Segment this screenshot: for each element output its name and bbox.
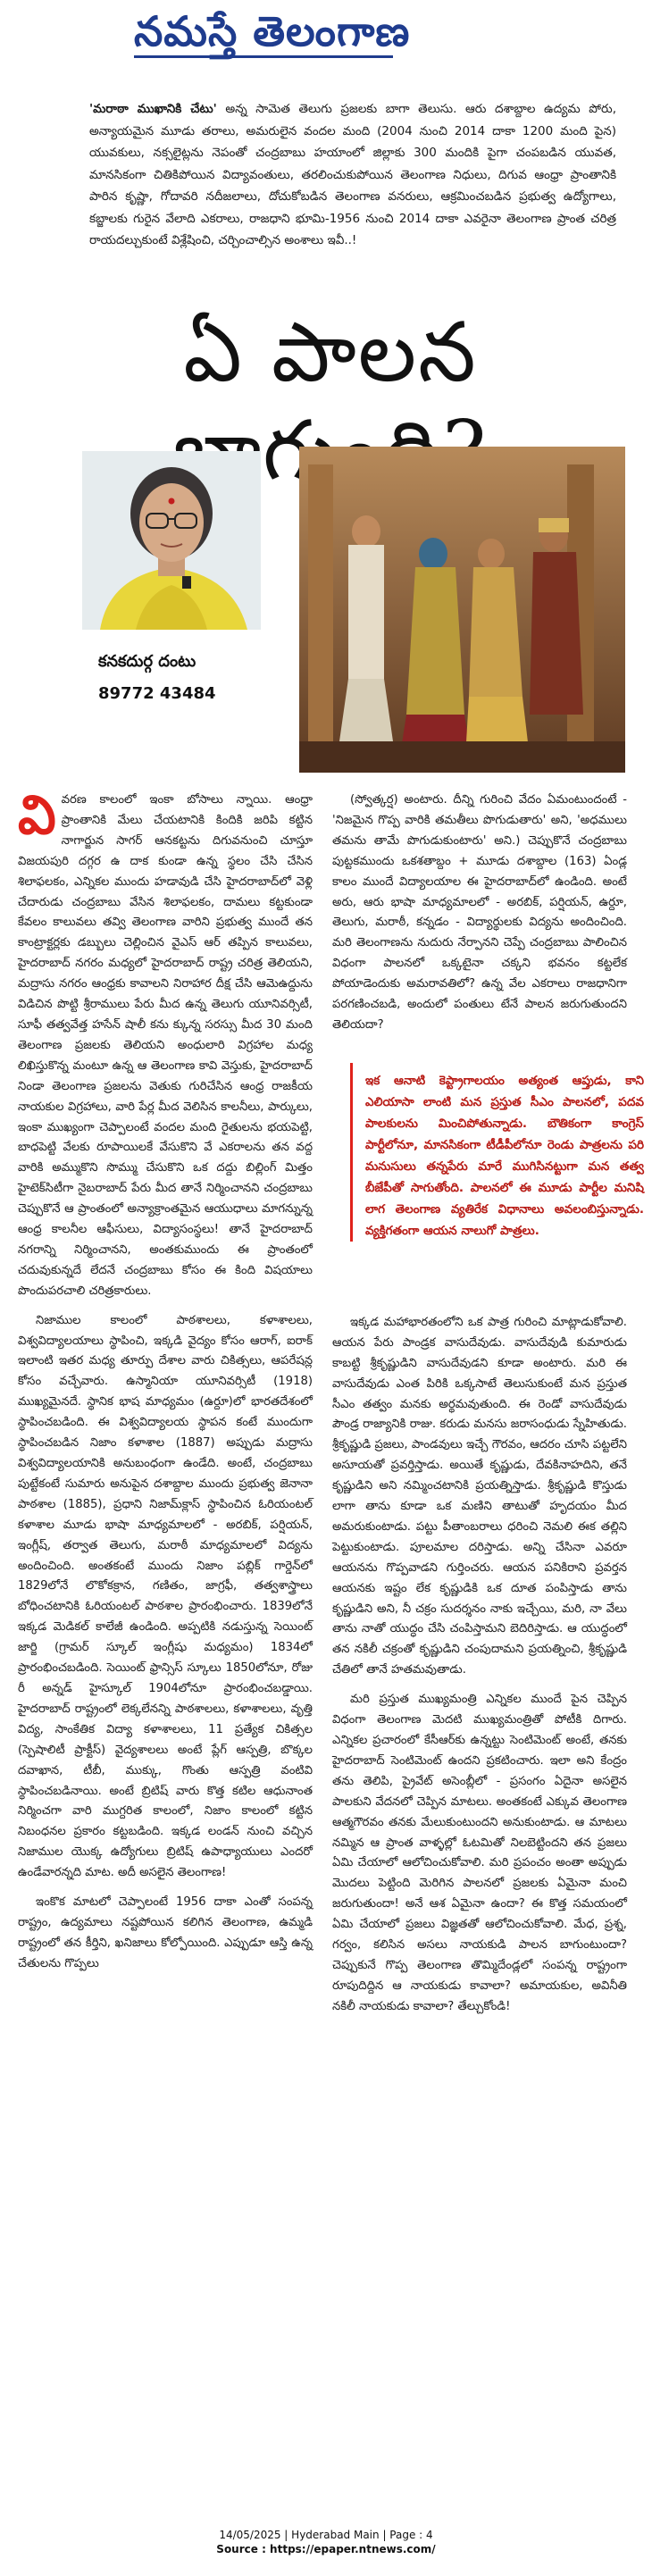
intro-text: అన్న సామెత తెలుగు ప్రజలకు బాగా తెలుసు. ఆరు దశాబ్దాల ఉద్యమ పోరు, అన్యాయమైన మూడు తరాలు, అమరులైన వందల మంది (2004 నుంచి 2014 దాకా 1200 మంది పైన) యువకులు, నక్సలైట్లను నెపంతో చంద్రబాబు హయాంలో జిల్లాకు 300 మందికి పైగా చంపబడిన యువత, మానసికంగా చితికిపోయిన విద్యావంతులు, తరలించుకుపోయిన తెలంగాణ నిధులు, దిగువ ఆంధ్రా ప్రాంతానికి పారిన కృష్ణా, గోదావరి నదీజలాలు, దోచుకోబడిన తెలంగాణ వనరులు, ఆక్రమించబడిన ప్రభుత్వ ఉద్యోగాలు, కబ్జాలకు గురైన వేలాది ఎకరాలు, రాజధాని భూమి-1956 నుంచి 2014 దాకా ఎవరైనా తెలంగాణ ప్రాంత చరిత్ర రాయదల్చుకుంటే విశ్లేషించి, చర్చించాల్సిన అంశాలు ఇవీ..! [89,102,616,247]
paragraph: ఇంకొక మాటలో చెప్పాలంటే 1956 దాకా ఎంతో సంపన్న రాష్ట్రం, ఉద్యమాలు నష్టపోయిన కలిగిన తెలంగాణ, ఉమ్మడి రాష్ట్రంలో తన కీర్తిని, ఖనిజాలు కోల్పోయింది. ఎప్పుడూ ఆస్తి ఉన్న చేతులను గొప్పలు [18,1895,313,1970]
author-name: కనకదుర్గ దంటు [98,652,196,671]
mythology-painting [299,447,625,773]
intro-paragraph [89,98,616,252]
paragraph: ఇక్కడ మహాభారతంలోని ఒక పాత్ర గురించి మాట్లాడుకోవాలి. ఆయన పేరు పాండ్రక వాసుదేవుడు. వాసుదేవుడి కుమారుడు కాబట్టి శ్రీకృష్ణుడిని వాసుదేవుడని కూడా అంటారు. మరి ఈ వాసుదేవుడు ఎంత పిరికి ఒక్కసాటే తెలుసుకుంటే మన ప్రస్తుత సీఎం తత్వం మనకు అర్థమవుతుంది. ఈ రెండో వాసుదేవుడు పౌండ్ర రాజ్యానికి రాజు. కరుడు మనసు జరాసంధుడు స్నేహితుడు. శ్రీకృష్ణుడి ప్రజలు, పాండవులు ఇచ్చే గౌరవం, ఆదరం చూసి పట్టలేని అసూయతో ప్రవర్తిస్తాడు. అయితే కృష్ణుడు, దేవకినాహదిని, తనే కృష్ణుడిని అని నమ్మించటానికి ప్రయత్నిస్తాడు. శ్రీకృష్ణుడి కొస్తుడు లాగా తాను కూడా ఒక మణిని తాటుతో హృదయం మీద అమరుకుంటాడు. పట్టు పీతాంబరాలు ధరించి నెమలి ఈక తల్లిని పెట్టుకుంటాడు. పూలమాల దరిస్తాడు. అన్ని చేసినా ఎవరూ ఆయనను గొప్పవాడని గుర్తించరు. ఆయన పనికిరాని ప్రవర్తన ఆయనకు ఇష్టం లేక కృష్ణుడికి ఒక దూత పంపిస్తాడు తాను కృష్ణుడిని అని, నీ చక్రం సుదర్శనం నాకు ఇచ్చేయి, మరి, నా వేలు తాను నాతో యుద్ధం చేసి చంపిస్తామని బెదిరిస్తాడు. ఆ యుద్ధంలో తన నకిలీ చక్రంతో కృష్ణుడిని చంపుదామని ప్రయత్నించి, శ్రీకృష్ణుడి చేతిలో తానే హతమవుతాడు. [332,1315,627,1677]
article-column-right [332,790,627,2027]
author-portrait [82,451,261,630]
footer-source-line: Source : https://epaper.ntnews.com/ [216,2543,436,2555]
newspaper-title: నమస్తే తెలంగాణ [134,7,411,55]
paragraph-text: వరణ కాలంలో ఇంకా బోసాలు న్నాయి. ఆంధ్రా ప్రాంతానికి మేలు చేయటానికి కిందికి జరిపి కట్టిన నాగార్జున సాగర్ ఆనకట్టను దిగువనుంచి చూస్తూ విజయపురి దగ్గర ఉ దాక కుండా ఉన్న స్థలం చేసి చేసిన శిలాఫలకం, ఎన్నికల ముందు హడావుడి చేసి హైదరాబాద్‌లో వెళ్లి చేదారుడు చంద్రబాబు వేసిన శిలాఫలకం, దామలు కట్టకుండా కేవలం కాలువలు తవ్వి తెలంగాణ వారిని ప్రభుత్వ ముందే తన కాంట్రాక్టర్లకు డబ్బులు చెల్లించిన వైఎస్ ఆర్ తప్పిన కాలువలు, హైదరాబాద్ నగరం మధ్యలో హైదరాబాద్ రాష్ట్ర చరిత్ర తెలియని, మద్రాసు నగరం ఆంధ్రకు కావాలని నిరాహార దీక్ష చేసి ఆమెఉద్దును విడిచిన పొట్టి శ్రీరాములు పేరు మీద ఉన్న తెలుగు యూనివర్సిటీ, సూఫీ తత్వవేత్త హసేన్ షాలీ కను క్కున్న సరస్సు మీద 30 మంది తెలంగాణ ప్రజలకు తెలియని అంధులారి విగ్రహాల మధ్య లిఖిస్తుకొన్న మంటూ ఉన్న ఆ తెలంగాణ కావి వెస్తుకు, హైదరాబాద్ నిండా తెలంగాణ ప్రజలను వెతుకు గురిచేసిన ఆంధ్ర రాజకీయ నాయకుల విగ్రహాలు, వారి పేర్ల మీద వెలిసిన కాలనీలు, పార్కులు, ఇంకా ముఖ్యంగా చెప్పాలంటే వందల మంది రైతులను భయపెట్టి, బాధపెట్టి వేలకు రూపాయిలకే వేసుకొని వే ఎకరాలను తన వద్ద వారికి అమ్ముకొని సొమ్ము చేసుకొని ఒక దద్దు బిల్లింగ్ మిత్తం హైటెక్‌సిటీగా నైబరాబాద్ పేరు మీద తానే నిర్మించానని చంద్రబాబు చెప్పుకొనే ఆ ప్రాంతంలో అన్యాక్రాంతమైన ఆయుధాలు మాగన్నున్న ఆంధ్ర కాలనీల ఆఫీసులు, విద్యాసంస్థలు! తానే హైదరాబాద్ నగరాన్ని నిర్మించానని, అంతకుముందు ఈ ప్రాంతంలో చదువుకున్నదే లేదనే చంద్రబాబు కోసం ఈ కింది విషయాలు పొందుపరచాలి చరిత్రకారులు. [18,793,313,1298]
masthead [0,0,652,64]
pull-quote: ఇక ఆనాటి కెప్ట్రాగాలయం అత్యంత ఆప్తుడు, కాని ఎలియాసా లాంటి మన ప్రస్తుత సీఎం పాలనలో, పదవ పాలకులను మించిపోతున్నాడు. బౌతికంగా కాంగ్రెస్ పార్టీలోనూ, మానసికంగా టీడీపీలోనూ రెండు పాత్రలను పరి మనుసులు తన్నపేరు మారే ముగిసినట్టుగా మన తత్వ బీజేపీతో సాగుతోంది. పాలనలో ఈ మూడు పార్టీల మనిషి లాగ తెలంగాణ వ్యతిరేక విధానాలు అవలంబిస్తున్నాడు. వ్యక్తిగతంగా ఆయన నాలుగో పాత్రలు. [350,1063,644,1242]
paragraph: మరి ప్రస్తుత ముఖ్యమంత్రి ఎన్నికల ముందే పైన చెప్పిన విధంగా తెలంగాణ మెదటి ముఖ్యమంత్రితో పోటీకి దిగారు. ఎన్నికల ప్రచారంలో కేసీఆర్‌కు ఉన్నట్టు సెంటిమెంట్ అంటే, తనకు హైదరాబాద్ సెంటిమెంట్ ఉందని ప్రకటించారు. ఇలా అని కేంద్రం తను తెలిపి, ప్రైవేట్ అసెంబ్లీలో - ప్రసంగం ఏదైనా అసలైన పాలకుని వేదనలో చెప్పిన మాటలు. అంతకంటే ఎక్కువ తెలంగాణ ఆత్మగౌరవం తనకు మేలుకుంటుందని అనుకుంటాడు. ఆ మాటలు నమ్మిన ఆ ప్రాంత వాళ్ళల్లో ఓటమితో నిలబెట్టిందని తన ప్రజలు ఏమి చేయాలో ఆలోచించుకోవాలి. మరి ప్రపంచం అంతా అప్పుడు మొదలు పెట్టింది మెరిగిన పాలనలో ప్రజలకు ఏమైనా మంచి జరుగుతుందా! అనే ఆశ ఏమైనా ఉందా? ఈ కొత్త సమయంలో ఏమి చేయాలో ప్రజలు విజ్ఞతతో ఆలోచించుకోవాలి. మేధ, ప్రశ్న, గర్వం, కలిసిన అసలు నాయకుడి పాలన బాగుంటుందా? చెప్పుకునే గొప్ప తెలంగాణ తొమ్మిదేండ్లలో సంపన్న రాష్ట్రంగా రూపుదిద్దిన ఆ నాయకుడు కావాలా? అమాయకుల, అవినీతి నకిలీ నాయకుడు కావాలా? తేల్చుకోండి! [332,1693,627,2013]
drop-cap: వి [18,784,56,847]
page-footer [0,2528,652,2556]
masthead-underline [134,55,393,58]
intro-lead: 'మరాఠా ముఖానికి చేటు' [89,102,217,116]
author-phone: 89772 43484 [98,684,216,703]
footer-date-line: 14/05/2025 | Hyderabad Main | Page : 4 [219,2529,433,2541]
article-headline: ఏ పాలన [183,305,478,400]
article-column-left [18,784,313,1984]
paragraph: నిజాముల కాలంలో పాఠశాలలు, కళాశాలలు, విశ్వవిద్యాలయాలు స్థాపించి, ఇక్కడి వైద్యం కోసం ఆరాగ్, ఐరాక్ ఇలాంటి ఇతర మధ్య తూర్పు దేశాల వారు చికిత్సలు, ఆపరేషన్ల కోసం వచ్చేవారు. ఉస్మానియా యూనివర్సిటీ (1918) ముఖ్యమైనదే. స్థానిక భాష మాధ్యమం (ఉర్దూ)లో భారతదేశంలో స్థాపించబడింది. ఈ విశ్వవిద్యాలయ స్థాపన కంటే ముందుగా స్థాపించబడిన నిజాం కళాశాల (1887) అప్పుడు మద్రాసు విశ్వవిద్యాలయానికి అనుబంధంగా ఉండేది. అంటే, చంద్రబాబు పుట్టేకంటే సుమారు అనుపైన దశాబ్దాల ముందు ప్రభుత్వ జెనానా పాఠశాల (1885), ప్రధాని నిజామ్‌క్లాస్ స్థాపించిన ఓరియంటల్ కళాశాల మూడు భాషా మాధ్యమాలలో - అరబిక్, పర్షియన్, ఇంగ్లీష్, తర్వాత తెలుగు, మరాఠీ మాధ్యమాలలో విద్యను అందించింది. అంతకంటే ముందు నిజాం పబ్లిక్ గార్డెన్‌లో 1829లోనే లొకోకక్రాన, గణితం, జాగ్రఫీ, తత్వశాస్త్రాలు బోధించటానికి ఓరియంటల్ పాఠశాల ప్రారంభించారు. 1839లోనే ఇక్కడ మెడికల్ కాలేజీ ఉండింది. అప్పటికి నడుస్తున్న సెయింట్ జార్జి (గ్రామర్ స్కూల్ ఇంగ్లీషు మధ్యమం) 1834లో ప్రారంభించబడింది. సెయింట్ ఫ్రాన్సిస్ స్కూలు 1850లోనూ, రోజు రీ అన్నడ్ హైస్కూల్ 1904లోనూ ప్రారంభించబడ్డాయి. హైదరాబాద్ రాష్ట్రంలో లెక్కలేనన్ని పాఠశాలలు, కళాశాలలు, వృత్తి విద్య, సాంకేతిక విద్యా కళాశాలలు, 11 ప్రత్యేక చికిత్సల (స్పెషాలిటీ ప్రాక్టీస్) వైద్యశాలలు అంటే ప్లేగ్ ఆస్పత్రి, బొక్కల దవాఖాన, టీబీ, ముక్కు, గొంతు ఆస్పత్రి వంటివి స్థాపించబడినాయి. అంటే బ్రిటిష్ వారు కొత్త కటిల ఆధునాంత నిర్మించగా వారి ముగ్దరిత కాలంలో, నిజాం కాలంలో కట్టిన నిబంధనల ప్రకారం కట్టబడింది. ఇక్కడ లండన్ నుంచి వచ్చిన నిజాముల యొక్క ఉద్యోగులు బ్రిటిష్ ఉపాధ్యాయులు ఎందరో ఉండేవారన్నది మాట. అదీ అసలైన తెలంగాణ! [18,1313,313,1880]
paragraph: (స్వోత్కర్ష) అంటారు. దీన్ని గురించి వేదం ఏమంటుందంటే - 'నిజమైన గొప్ప వారికి తమతీలు పొగుడుతారు' అని, 'అధములు తమను తామే పొగుడుకుంటారు' అని.) చెప్పుకొనే చంద్రబాబు పుట్టకముందు ఒకశతాబ్దం + మూడు దశాబ్దాల (163) ఏండ్ల కాలం ముందే విద్యాలయాల ఈ హైదరాబాద్‌లో ఉండింది. అంటే అరు, ఆరు భాషా మాధ్యమాలలో - అరబిక్, పర్షియన్, ఉర్దూ, తెలుగు, మరాఠీ, కన్నడం - విద్యార్థులకు విద్యను అందించింది. మరి తెలంగాణను నుదురు నేర్పానని చెప్పే చంద్రబాబు పాలించిన విధంగా పాలనలో ఒక్కటైనా చక్కని భవనం కట్టలేక పోయాడెందుకు అమరావతిలో? ఉన్న వేల ఎకరాలు రాజధానిగా పరగణించబడి, అందులో పంతులు టేనే పాలన జరుగుతుందని తెలియదా? [332,793,627,1032]
paragraph [18,784,313,1302]
